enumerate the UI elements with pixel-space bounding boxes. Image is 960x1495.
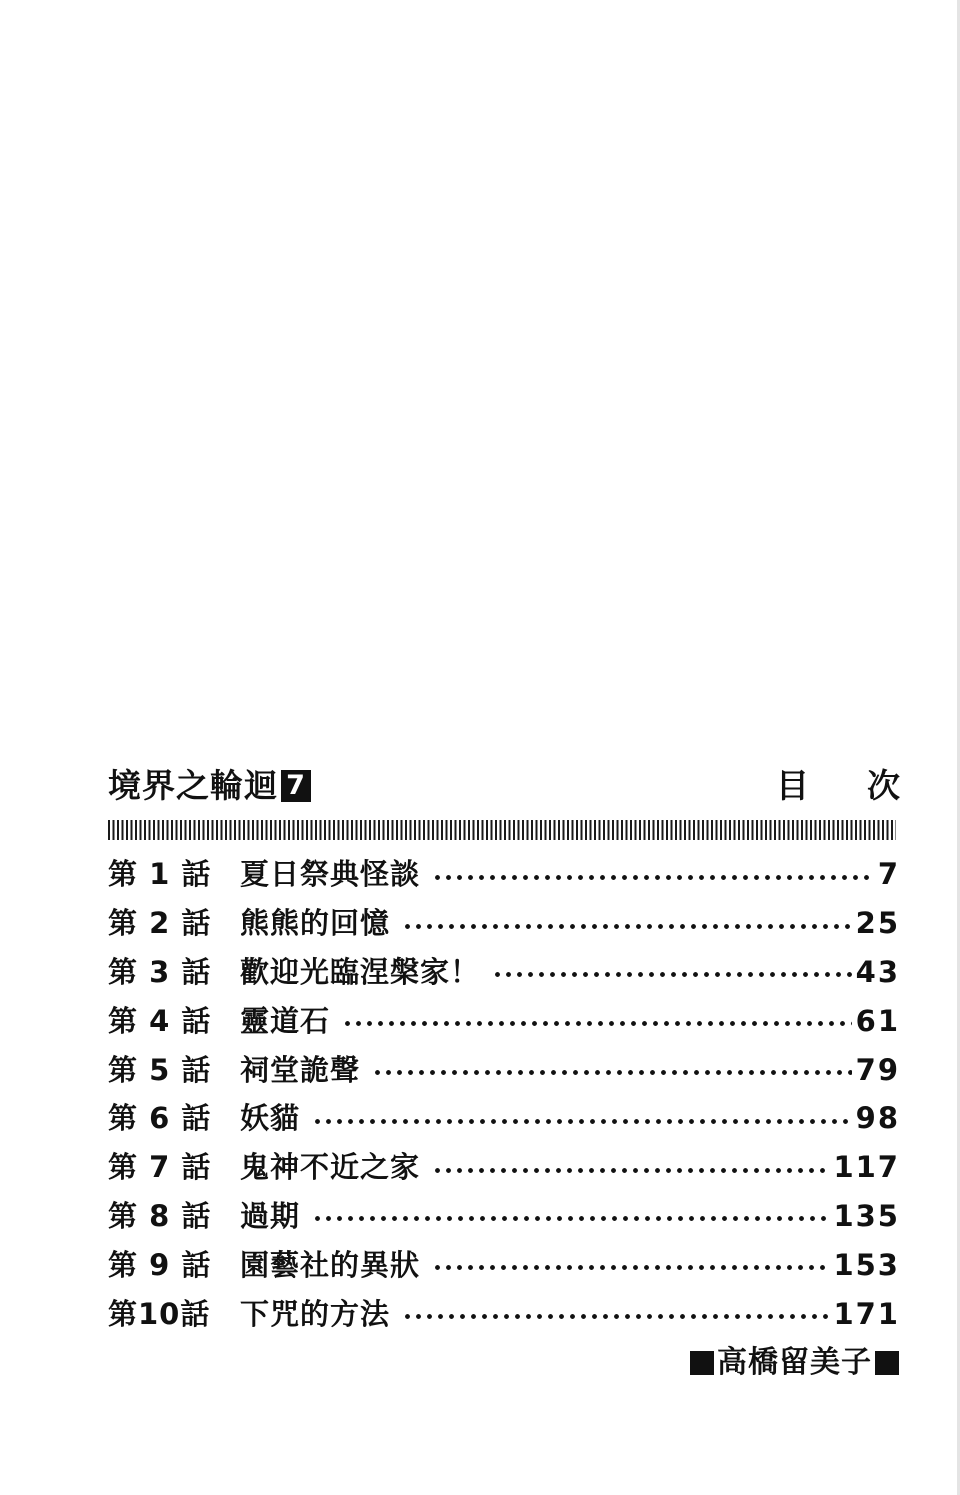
- volume-badge: 7: [281, 770, 311, 802]
- toc-row[interactable]: [108, 996, 900, 1045]
- chapter-number: 第 7 話: [108, 1150, 212, 1185]
- toc-row[interactable]: [108, 948, 900, 997]
- chapter-title: 下咒的方法: [240, 1296, 391, 1331]
- chapter-number: 第 6 話: [108, 1101, 212, 1136]
- page-number: 79: [855, 1052, 900, 1087]
- chapter-number: 第 3 話: [108, 954, 212, 989]
- chapter-title: 歡迎光臨涅槃家！: [240, 954, 481, 989]
- chapter-title: 祠堂詭聲: [240, 1052, 361, 1087]
- author-name: 高橋留美子: [717, 1345, 872, 1380]
- page-number: 25: [855, 906, 900, 941]
- toc-row[interactable]: [108, 1289, 900, 1338]
- dot-leader: [312, 1216, 829, 1221]
- toc-row[interactable]: [108, 1143, 900, 1192]
- dot-leader: [432, 875, 874, 880]
- chapter-title: 園藝社的異狀: [240, 1247, 421, 1282]
- page-number: 7: [877, 857, 900, 892]
- toc-header: [108, 762, 958, 808]
- book-title: [108, 764, 311, 808]
- dot-leader: [312, 1119, 852, 1124]
- chapter-number: 第 2 話: [108, 906, 212, 941]
- dot-leader: [342, 1021, 852, 1026]
- chapter-title: 妖貓: [240, 1101, 301, 1136]
- chapter-number: 第 4 話: [108, 1003, 212, 1038]
- chapter-number: 第 9 話: [108, 1247, 212, 1282]
- table-of-contents: [108, 850, 900, 1338]
- author-credit: [687, 1342, 902, 1384]
- chapter-number: 第 5 話: [108, 1052, 212, 1087]
- dot-leader: [402, 924, 852, 929]
- toc-row[interactable]: [108, 1045, 900, 1094]
- book-title-text: 境界之輪迴: [108, 766, 278, 805]
- toc-row[interactable]: [108, 1192, 900, 1241]
- dot-leader: [402, 1314, 829, 1319]
- page-number: 61: [855, 1003, 900, 1038]
- square-bullet-icon: [690, 1351, 714, 1375]
- hatched-divider: [108, 820, 896, 840]
- chapter-title: 夏日祭典怪談: [240, 857, 421, 892]
- dot-leader: [432, 1265, 829, 1270]
- chapter-number: 第10話: [108, 1296, 211, 1331]
- dot-leader: [432, 1168, 829, 1173]
- page-number: 98: [855, 1101, 900, 1136]
- toc-row[interactable]: [108, 1094, 900, 1143]
- dot-leader: [492, 972, 852, 977]
- chapter-number: 第 8 話: [108, 1198, 212, 1233]
- toc-row[interactable]: [108, 850, 900, 899]
- toc-heading: 目次: [776, 766, 958, 805]
- page-number: 171: [833, 1296, 900, 1331]
- chapter-title: 熊熊的回憶: [240, 906, 391, 941]
- toc-row[interactable]: [108, 899, 900, 948]
- page-number: 43: [855, 954, 900, 989]
- chapter-number: 第 1 話: [108, 857, 212, 892]
- page-number: 153: [833, 1247, 900, 1282]
- chapter-title: 鬼神不近之家: [240, 1150, 421, 1185]
- page-number: 117: [833, 1150, 900, 1185]
- chapter-title: 過期: [240, 1198, 301, 1233]
- page-number: 135: [833, 1198, 900, 1233]
- toc-row[interactable]: [108, 1240, 900, 1289]
- square-bullet-icon: [875, 1351, 899, 1375]
- chapter-title: 靈道石: [240, 1003, 331, 1038]
- dot-leader: [372, 1070, 852, 1075]
